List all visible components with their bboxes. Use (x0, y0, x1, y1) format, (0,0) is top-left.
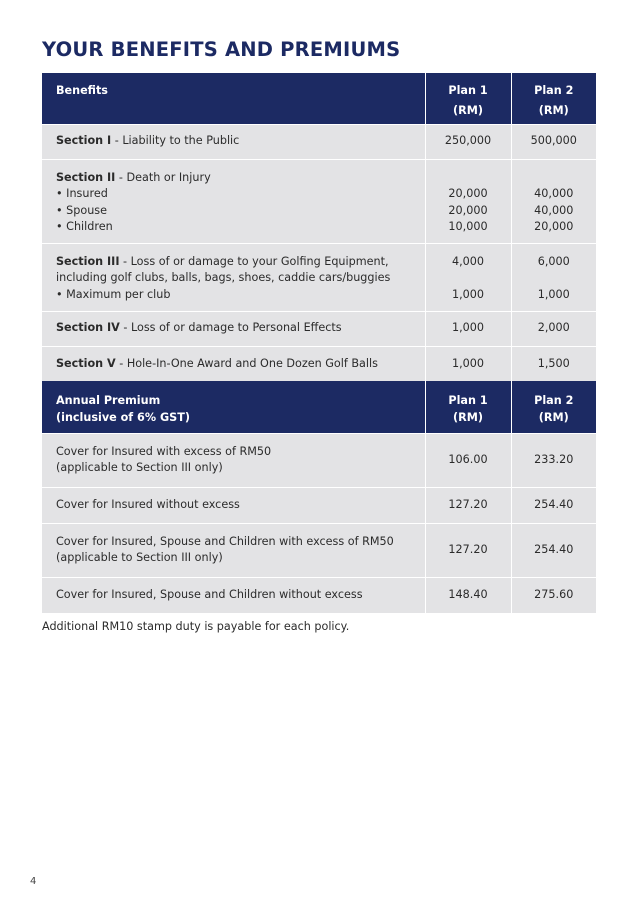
plan2-value: 233.20 (511, 433, 596, 487)
premium-label: Cover for Insured without excess (42, 487, 425, 523)
plan2-value: 254.40 (511, 523, 596, 577)
benefit-row-section-5 (42, 346, 596, 381)
plan1-value: 20,000 (448, 187, 488, 200)
plan2-value: 275.60 (511, 577, 596, 613)
plan2-value: 1,500 (511, 346, 596, 381)
plan1-header: Plan 1 (RM) (425, 381, 511, 433)
benefits-header-label: Benefits (42, 73, 425, 124)
section-item: • Maximum per club (56, 287, 171, 301)
plan1-value: 1,000 (451, 287, 485, 301)
premium-row (42, 577, 596, 613)
plan1-value: 4,000 (451, 254, 485, 268)
section-item: • Insured (56, 187, 108, 200)
plan2-value: 2,000 (511, 311, 596, 346)
plan2-value: 254.40 (511, 487, 596, 523)
plan2-header: Plan 2 (RM) (511, 381, 596, 433)
premium-label: (applicable to Section III only) (56, 551, 223, 564)
plan1-value: 127.20 (425, 523, 511, 577)
premium-header-row (42, 381, 596, 433)
premium-row (42, 433, 596, 487)
plan2-value: 40,000 (534, 187, 574, 200)
stamp-duty-note: Additional RM10 stamp duty is payable for each policy. (42, 620, 350, 633)
section-desc: - Loss of or damage to Personal Effects (119, 321, 342, 335)
plan2-header: Plan 2 (RM) (511, 73, 596, 124)
plan1-value: 106.00 (425, 433, 511, 487)
premium-row (42, 487, 596, 523)
benefit-row-section-1 (42, 124, 596, 159)
plan2-value: 1,000 (537, 287, 570, 301)
plan1-value: 250,000 (425, 124, 511, 159)
plan1-value: 1,000 (425, 346, 511, 381)
page-title: YOUR BENEFITS AND PREMIUMS (42, 38, 401, 61)
section-desc: - Death or Injury (115, 170, 211, 184)
section-item: • Children (56, 220, 113, 233)
plan1-value: 10,000 (448, 220, 488, 233)
premium-label: (applicable to Section III only) (56, 461, 223, 474)
section-name: Section V (56, 356, 116, 370)
section-desc-cont: including golf clubs, balls, bags, shoes, caddie cars/buggies (56, 271, 391, 284)
plan1-value: 20,000 (448, 203, 488, 217)
section-name: Section IV (56, 321, 120, 335)
section-desc: - Liability to the Public (111, 134, 240, 148)
benefits-premiums-table (42, 73, 596, 613)
section-desc: - Hole-In-One Award and One Dozen Golf Balls (115, 356, 378, 370)
section-item: • Spouse (56, 203, 108, 217)
plan2-value: 20,000 (534, 220, 574, 233)
plan1-value: 148.40 (425, 577, 511, 613)
premium-label: Cover for Insured, Spouse and Children with excess of RM50 (56, 534, 394, 548)
benefits-header-row (42, 73, 596, 124)
section-name: Section III (56, 254, 120, 268)
plan1-value: 1,000 (425, 311, 511, 346)
section-desc: - Loss of or damage to your Golfing Equipment, (119, 254, 389, 268)
benefit-row-section-3 (42, 243, 596, 311)
section-name: Section II (56, 170, 116, 184)
premium-header-label: Annual Premium (inclusive of 6% GST) (42, 381, 425, 433)
section-name: Section I (56, 134, 112, 148)
page-number: 4 (30, 876, 37, 887)
benefit-row-section-4 (42, 311, 596, 346)
plan1-value: 127.20 (425, 487, 511, 523)
plan2-value: 6,000 (537, 254, 570, 268)
premium-label: Cover for Insured, Spouse and Children without excess (42, 577, 425, 613)
plan2-value: 500,000 (511, 124, 596, 159)
plan2-value: 40,000 (534, 203, 574, 217)
plan1-header: Plan 1 (RM) (425, 73, 511, 124)
premium-row (42, 523, 596, 577)
benefit-row-section-2 (42, 159, 596, 243)
premium-label: Cover for Insured with excess of RM50 (56, 444, 272, 458)
